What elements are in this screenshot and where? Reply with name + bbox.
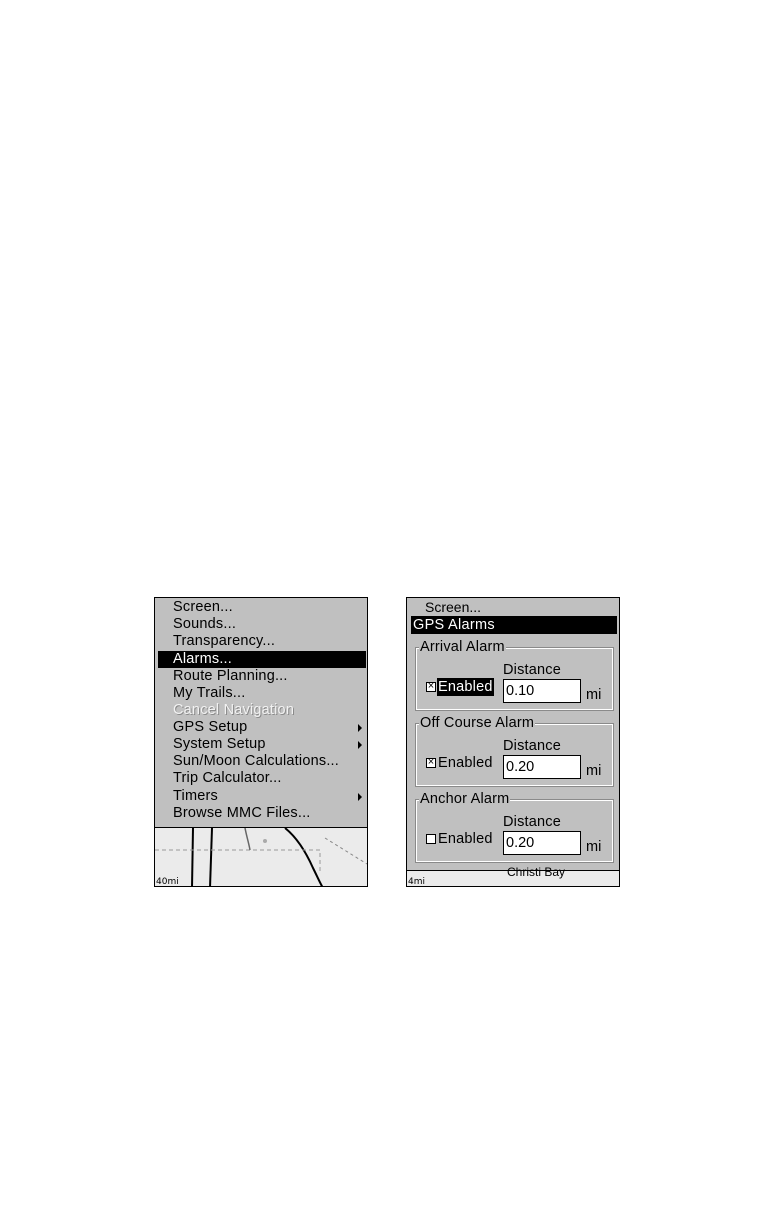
group-title: Arrival Alarm <box>420 639 505 655</box>
arrival-alarm-group <box>416 639 613 710</box>
distance-label: Distance <box>503 738 562 754</box>
map-scale-label: 4mi <box>408 877 425 887</box>
distance-unit: mi <box>586 687 602 703</box>
menu-item-browse-mmc[interactable] <box>158 805 366 822</box>
distance-label: Distance <box>503 662 562 678</box>
group-title: Anchor Alarm <box>420 791 510 807</box>
group-title: Off Course Alarm <box>420 715 535 731</box>
menu-item-sun-moon[interactable] <box>158 753 366 770</box>
menu-item-screen[interactable] <box>158 599 366 616</box>
menu-item-label: Timers <box>173 788 218 804</box>
menu-item-route-planning[interactable] <box>158 668 366 685</box>
anchor-alarm-group <box>416 791 613 862</box>
checkbox-checked-icon <box>426 758 436 768</box>
submenu-arrow-icon <box>358 793 362 801</box>
menu-item-gps-setup[interactable] <box>158 719 366 736</box>
menu-item-trip-calculator[interactable] <box>158 770 366 787</box>
menu-item-label: Sun/Moon Calculations... <box>173 753 339 769</box>
submenu-arrow-icon <box>358 741 362 749</box>
anchor-distance-field[interactable]: 0.20 <box>503 831 581 855</box>
menu-item-label: Alarms... <box>173 651 232 667</box>
off-course-alarm-group <box>416 715 613 786</box>
arrival-distance-field[interactable]: 0.10 <box>503 679 581 703</box>
menu-item-label: Sounds... <box>173 616 237 632</box>
menu-item-label: My Trails... <box>173 685 246 701</box>
off-course-enabled-checkbox[interactable] <box>426 754 494 772</box>
checkbox-unchecked-icon <box>426 834 436 844</box>
menu-item-transparency[interactable] <box>158 633 366 650</box>
menu-item-label: Screen... <box>173 599 233 615</box>
menu-item-label: Transparency... <box>173 633 276 649</box>
background-menu-item: Screen... <box>425 599 482 615</box>
map-location-label: Christi Bay <box>507 865 566 879</box>
menu-item-label: GPS Setup <box>173 719 248 735</box>
menu-item-label: Cancel Navigation <box>173 702 295 718</box>
menu-item-sounds[interactable] <box>158 616 366 633</box>
distance-unit: mi <box>586 839 602 855</box>
menu-item-label: Browse MMC Files... <box>173 805 311 821</box>
map-scale-label: 40mi <box>156 877 179 887</box>
menu-item-my-trails[interactable] <box>158 685 366 702</box>
menu-item-cancel-navigation <box>158 702 366 719</box>
anchor-enabled-checkbox[interactable] <box>426 830 494 848</box>
gps-alarms-screen <box>406 597 620 887</box>
enabled-label: Enabled <box>438 679 493 695</box>
distance-label: Distance <box>503 814 562 830</box>
map-lines <box>155 828 367 887</box>
enabled-label: Enabled <box>438 831 493 847</box>
off-course-distance-field[interactable]: 0.20 <box>503 755 581 779</box>
menu-item-system-setup[interactable] <box>158 736 366 753</box>
dialog-title: GPS Alarms <box>411 616 617 634</box>
menu-item-label: Trip Calculator... <box>173 770 282 786</box>
enabled-label: Enabled <box>438 755 493 771</box>
map-background[interactable] <box>155 827 367 887</box>
arrival-enabled-checkbox[interactable] <box>426 678 494 696</box>
menu-item-timers[interactable] <box>158 788 366 805</box>
menu-item-alarms[interactable] <box>158 651 366 668</box>
distance-unit: mi <box>586 763 602 779</box>
submenu-arrow-icon <box>358 724 362 732</box>
main-menu-screen <box>154 597 368 887</box>
checkbox-checked-icon <box>426 682 436 692</box>
menu-item-label: Route Planning... <box>173 668 288 684</box>
map-status-bar <box>407 865 619 887</box>
menu-item-label: System Setup <box>173 736 266 752</box>
